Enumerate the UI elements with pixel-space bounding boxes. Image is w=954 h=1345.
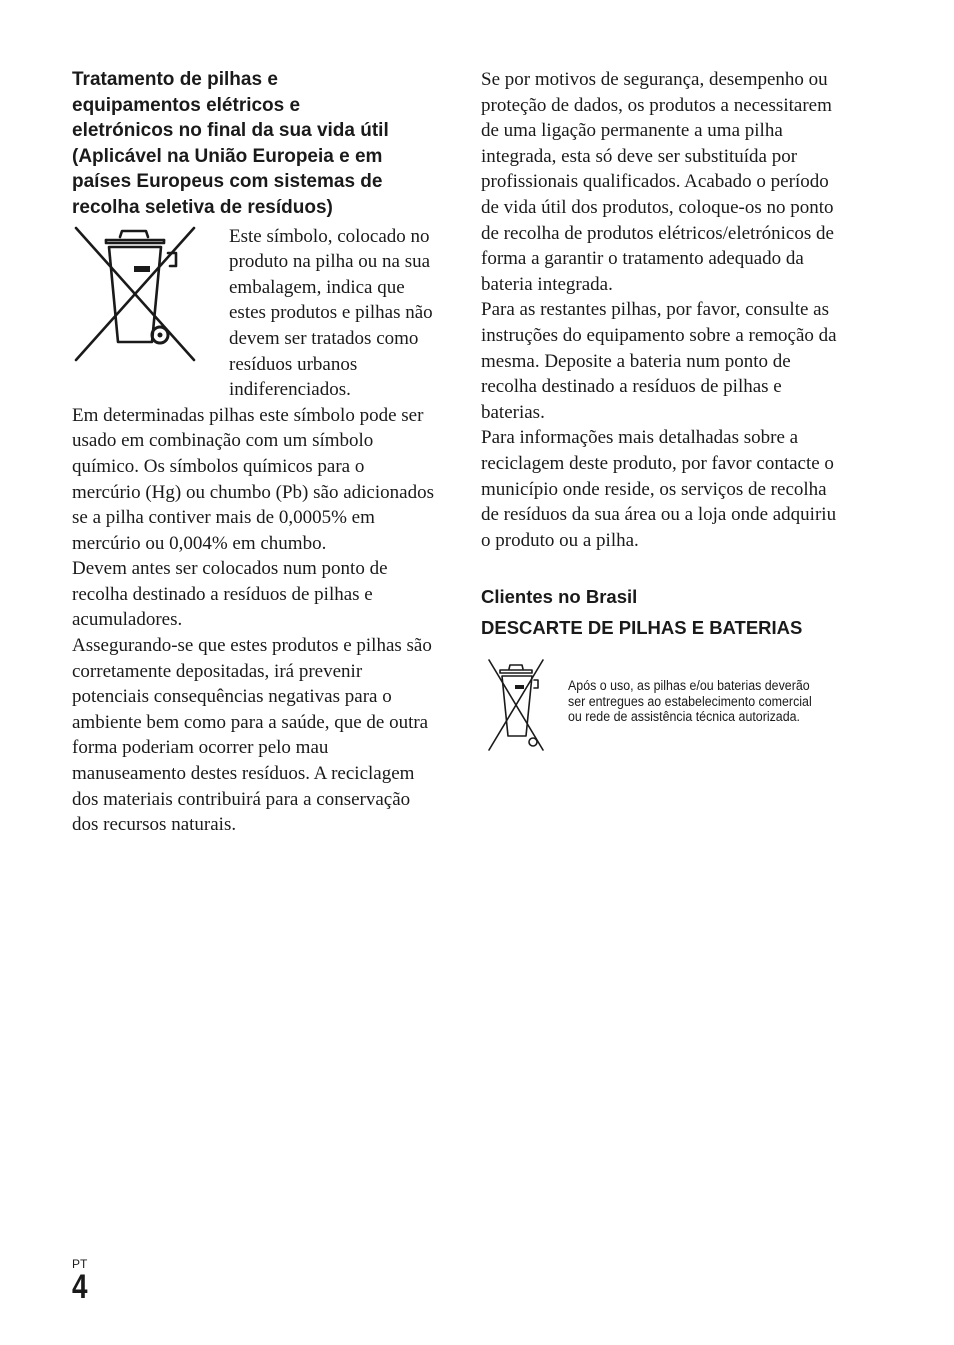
heading-line: (Aplicável na União Europeia e em (72, 145, 383, 167)
notice-line: ser entregues ao estabelecimento comercial (568, 693, 812, 709)
heading-line: Tratamento de pilhas e (72, 69, 278, 90)
symbol-explanation (72, 224, 434, 403)
page-number: 4 (72, 1268, 88, 1306)
language-code: PT (72, 1257, 88, 1271)
crossed-out-wheeled-bin-icon (72, 224, 198, 364)
paragraph: Se por motivos de segurança, desempenho ou proteção de dados, os produtos a necessitarem de uma ligação permanente a uma pilha integrada, esta só deve ser substituída por profissionais qualificados. Acabado o período de vida útil dos produtos, coloque-os no ponto de recolha de produtos elétricos/eletrónicos de forma a garantir o tratamento adequado da bateria integrada. (481, 69, 834, 295)
descarte-heading: DESCARTE DE PILHAS E BATERIAS (481, 617, 803, 639)
notice-line: Após o uso, as pilhas e/ou baterias deverão (568, 678, 810, 694)
heading-line: equipamentos elétricos e (72, 94, 301, 116)
crossed-out-wheeled-bin-icon (487, 658, 545, 752)
heading-line: países Europeus com sistemas de (72, 171, 383, 193)
brasil-notice-text (568, 678, 823, 725)
brasil-heading: Clientes no Brasil (481, 586, 638, 608)
heading-line: recolha seletiva de resíduos) (72, 196, 333, 218)
left-column (72, 67, 434, 838)
paragraph: Assegurando-se que estes produtos e pilhas são corretamente depositadas, irá prevenir potenciais consequências negativas para o ambiente bem como para a saúde, que de outra forma poderiam ocorrer pelo mau manuseamento destes resíduos. A reciclagem dos materiais contribuirá para a conservação dos recursos naturais. (72, 635, 432, 836)
paragraph: Para informações mais detalhadas sobre a reciclagem deste produto, por favor contacte o município onde reside, os serviços de recolha de resíduos da sua área ou a loja onde adquiriu o produto ou a pilha. (481, 427, 837, 551)
page-footer (72, 1257, 91, 1306)
paragraph: Para as restantes pilhas, por favor, consulte as instruções do equipamento sobre a remoção da mesma. Deposite a bateria num ponto de recolha destinado a resíduos de pilhas e baterias. (481, 299, 837, 423)
paragraph: Em determinadas pilhas este símbolo pode ser usado em combinação com um símbolo químico. Os símbolos químicos para o mercúrio (Hg) ou chumbo (Pb) são adicionados se a pilha contiver mais de 0,0005% em mercúrio ou 0,004% em chumbo. (72, 404, 434, 554)
paragraph: Devem antes ser colocados num ponto de recolha destinado a resíduos de pilhas e acumuladores. (72, 558, 388, 631)
heading-line: eletrónicos no final da sua vida útil (72, 120, 389, 142)
weee-heading (72, 67, 434, 221)
right-column (481, 67, 845, 752)
notice-line: ou rede de assistência técnica autorizada. (568, 709, 800, 725)
brasil-disposal-notice (481, 658, 845, 752)
symbol-text: Este símbolo, colocado no produto na pilha ou na sua embalagem, indica que estes produtos e pilhas não devem ser tratados como resíduos urbanos indiferenciados. (229, 225, 433, 401)
